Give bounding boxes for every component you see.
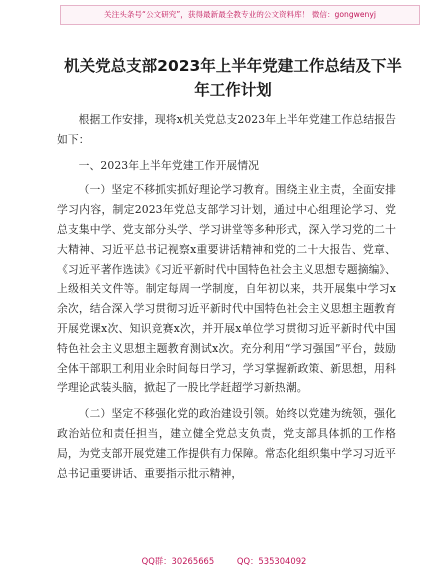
section-heading: 一、2023年上半年党建工作开展情况 (78, 158, 260, 172)
footer-qq-group: QQ群：30265665 (141, 556, 215, 566)
header-banner: 关注头条号“公文研究”，获得最新最全教专业的公文资料库！ 微信：gongwenyj (60, 5, 420, 25)
footer-qq: QQ：535304092 (236, 556, 307, 566)
body-paragraph: （一）坚定不移抓实抓好理论学习教育。围绕主业主责，全面安排学习内容，制定2023年党总支部学习计划，通过中心组理论学习、党总支集中学、党支部分头学、学习讲堂等多种形式，深入学习党的二十大精神、习近平总书记视察x重要讲话精神和党的二十大报告、党章、《习近平著作选读》《习近平新时代中国特色社会主义思想专题摘编》、上级相关文件等。制定每周一学制度，自年初以来，共开展集中学习x余次，结合深入学习贯彻习近平新时代中国特色社会主义思想主题教育开展党课x次、知识竞赛x次，并开展x单位学习贯彻习近平新时代中国特色社会主义思想主题教育测试x次。充分利用“学习强国”平台，鼓励全体干部职工利用业余时间每日学习，学习掌握新政策、新思想，用科学理论武装头脑，掀起了一股比学赶超学习新热潮。 (57, 183, 396, 395)
body-paragraph: （二）坚定不移强化党的政治建设引领。始终以党建为统领，强化政治站位和责任担当，建立健全党总支负责，党支部具体抓的工作格局，为党支部开展党建工作提供有力保障。常态化组织集中学习习近平总书记重要讲话、重要指示批示精神， (57, 407, 396, 480)
document-title: 机关党总支部2023年上半年党建工作总结及下半年工作计划 (64, 57, 402, 99)
document-body (57, 110, 396, 489)
footer-contact (0, 553, 448, 569)
intro-paragraph: 根据工作安排，现将x机关党总支2023年上半年党建工作总结报告如下： (57, 113, 396, 146)
